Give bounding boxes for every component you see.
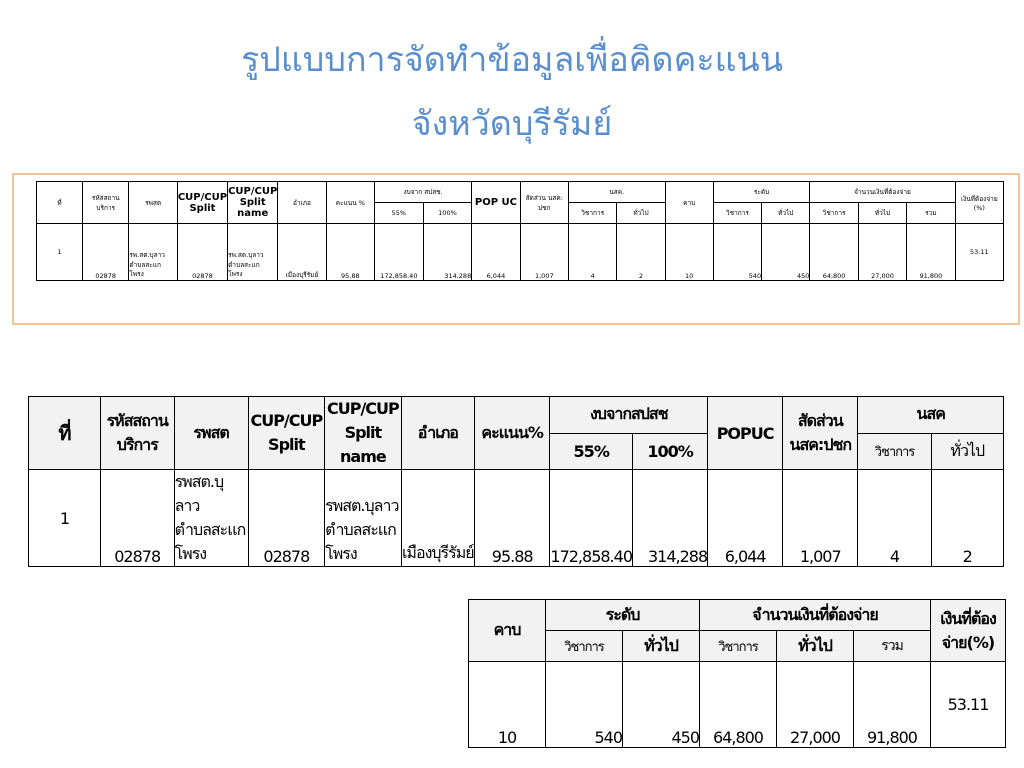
col-budget: งบจากสปสช [550, 397, 708, 434]
cell-pay-academic: 64,800 [810, 224, 858, 281]
col-pay-pct: เงินที่ต้อง จ่าย(%) [931, 600, 1006, 662]
col-pop-uc: POPUC [708, 397, 783, 470]
cell-ratio: 1,007 [783, 470, 858, 567]
col-score: คะแนน % [326, 182, 374, 224]
col-unit-code: รหัสสถาน บริการ [100, 397, 174, 470]
col-rpst: รพสต [174, 397, 248, 470]
table-row [469, 662, 1006, 748]
cell-amphoe: เมืองบุรีรัมย์ [278, 224, 326, 281]
cell-budget-100: 314,288 [633, 470, 708, 567]
col-nsk-academic: วิชาการ [568, 203, 616, 224]
col-kon: คาบ [665, 182, 713, 224]
col-nsk-general: ทั่วไป [931, 433, 1003, 470]
col-pay-pct: เงินที่ต้องจ่าย (%) [955, 182, 1003, 224]
col-budget-100: 100% [423, 203, 472, 224]
cell-ratio: 1,007 [520, 224, 568, 281]
cell-cup-split-name: รพสต.บุลาว ตำบลสะแก โพรง [325, 470, 402, 567]
cell-rpst: รพ.สต.บุลาว ตำบลสะแก โพรง [129, 224, 177, 281]
cell-nsk-general: 2 [617, 224, 665, 281]
col-level-academic: วิชาการ [713, 203, 761, 224]
col-unit-code: รหัสสถานบริการ [83, 182, 129, 224]
cell-amphoe: เมืองบุรีรัมย์ [401, 470, 474, 567]
col-pay-general: ทั่วไป [858, 203, 906, 224]
col-level-general: ทั่วไป [762, 203, 810, 224]
overview-table [36, 181, 1004, 281]
col-level: ระดับ [713, 182, 810, 203]
col-nsk: นสค [858, 397, 1004, 434]
col-budget-100: 100% [633, 433, 708, 470]
col-amphoe: อำเภอ [278, 182, 326, 224]
col-cup-split-name: CUP/CUP Split name [228, 182, 278, 224]
cell-cup-split: 02878 [177, 224, 227, 281]
col-ratio: สัดส่วน นสค: ปชก [520, 182, 568, 224]
page-subtitle: จังหวัดบุรีรัมย์ [411, 104, 613, 144]
col-pay-general: ทั่วไป [777, 631, 854, 662]
col-cup-split-name: CUP/CUP Split name [325, 397, 402, 470]
col-pop-uc: POP UC [472, 182, 520, 224]
cell-pay-general: 27,000 [777, 662, 854, 748]
table-row [29, 470, 1004, 567]
cell-nsk-general: 2 [931, 470, 1003, 567]
col-level: ระดับ [546, 600, 700, 631]
col-budget-55: 55% [550, 433, 633, 470]
col-no: ที่ [37, 182, 83, 224]
cell-no: 1 [37, 224, 83, 281]
col-no: ที่ [29, 397, 101, 470]
cell-pop-uc: 6,044 [472, 224, 520, 281]
cell-budget-55: 172,858.40 [550, 470, 633, 567]
col-kon: คาบ [469, 600, 546, 662]
cell-budget-55: 172,858.40 [374, 224, 423, 281]
col-budget-55: 55% [374, 203, 423, 224]
col-cup-split: CUP/CUP Split [177, 182, 227, 224]
cell-cup-split-name: รพ.สต.บุลาว ตำบลสะแก โพรง [228, 224, 278, 281]
col-pay: จำนวนเงินที่ต้องจ่าย [700, 600, 931, 631]
cell-pay-pct: 53.11 [955, 224, 1003, 281]
cell-pop-uc: 6,044 [708, 470, 783, 567]
cell-pay-academic: 64,800 [700, 662, 777, 748]
col-level-academic: วิชาการ [546, 631, 623, 662]
cell-budget-100: 314,288 [423, 224, 472, 281]
col-pay: จำนวนเงินที่ต้องจ่าย [810, 182, 955, 203]
col-pay-total: รวม [907, 203, 955, 224]
col-level-general: ทั่วไป [623, 631, 700, 662]
col-ratio: สัดส่วน นสค:ปชก [783, 397, 858, 470]
cell-level-general: 450 [623, 662, 700, 748]
col-rpst: รพสต [129, 182, 177, 224]
cell-kon: 10 [469, 662, 546, 748]
detail-table-1 [28, 396, 1004, 567]
cell-no: 1 [29, 470, 101, 567]
col-nsk-academic: วิชาการ [858, 433, 931, 470]
col-nsk: นสค. [568, 182, 665, 203]
cell-unit-code: 02878 [83, 224, 129, 281]
col-cup-split: CUP/CUP Split [248, 397, 325, 470]
col-pay-academic: วิชาการ [810, 203, 858, 224]
page-title: รูปแบบการจัดทำข้อมูลเพื่อคิดคะแนน [241, 40, 783, 80]
col-score: คะแนน% [474, 397, 549, 470]
cell-cup-split: 02878 [248, 470, 325, 567]
cell-unit-code: 02878 [100, 470, 174, 567]
cell-pay-pct: 53.11 [931, 662, 1006, 748]
cell-level-general: 450 [762, 224, 810, 281]
cell-pay-total: 91,800 [854, 662, 931, 748]
table-row [37, 224, 1004, 281]
cell-level-academic: 540 [713, 224, 761, 281]
cell-rpst: รพสต.บุลาว ตำบลสะแก โพรง [174, 470, 248, 567]
col-amphoe: อำเภอ [401, 397, 474, 470]
col-budget: งบจาก สปสช. [374, 182, 471, 203]
cell-kon: 10 [665, 224, 713, 281]
cell-pay-total: 91,800 [907, 224, 955, 281]
cell-pay-general: 27,000 [858, 224, 906, 281]
cell-score: 95.88 [326, 224, 374, 281]
cell-level-academic: 540 [546, 662, 623, 748]
col-pay-total: รวม [854, 631, 931, 662]
cell-nsk-academic: 4 [858, 470, 931, 567]
col-nsk-general: ทั่วไป [617, 203, 665, 224]
cell-nsk-academic: 4 [568, 224, 616, 281]
col-pay-academic: วิชาการ [700, 631, 777, 662]
detail-table-2 [468, 599, 1006, 748]
cell-score: 95.88 [474, 470, 549, 567]
